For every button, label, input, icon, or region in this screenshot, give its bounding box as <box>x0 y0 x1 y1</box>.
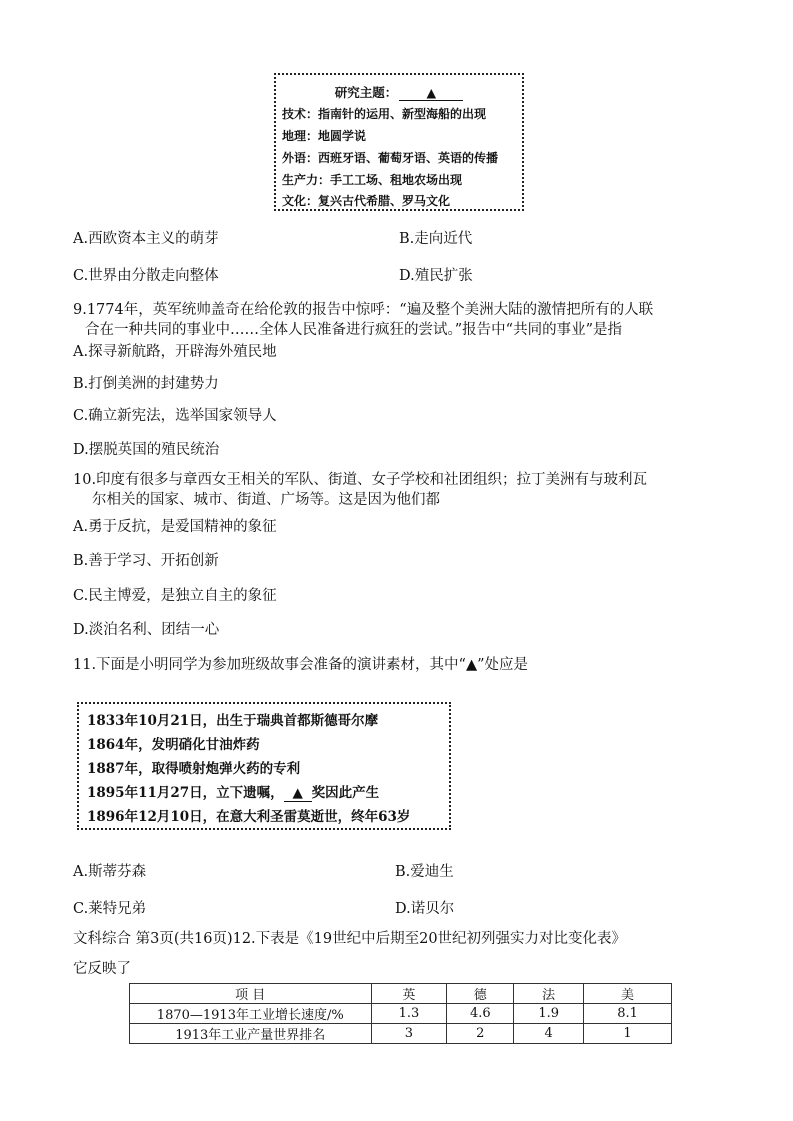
timeline-row-1864: 1864年，发明硝化甘油炸药 <box>87 737 260 753</box>
q10-stem-line2: 尔相关的国家、城市、街道、广场等。这是因为他们都 <box>92 492 440 508</box>
table-header: 美 <box>584 984 672 1004</box>
table-cell: 3 <box>371 1024 447 1044</box>
q9-option-c[interactable]: C.确立新宪法，选举国家领导人 <box>73 408 277 424</box>
table-header: 项 目 <box>130 984 372 1004</box>
q8-option-b[interactable]: B.走向近代 <box>399 231 473 247</box>
q9-stem-line2: 合在一种共同的事业中……全体人民准备进行疯狂的尝试。”报告中“共同的事业”是指 <box>85 322 622 338</box>
q8-option-a[interactable]: A.西欧资本主义的萌芽 <box>73 231 219 247</box>
theme-row-productivity: 生产力：手工工场、租地农场出现 <box>282 173 463 187</box>
table-cell: 2 <box>447 1024 514 1044</box>
q8-option-d[interactable]: D.殖民扩张 <box>399 268 473 284</box>
table-cell: 1.3 <box>371 1004 447 1024</box>
table-header-row <box>130 984 672 1004</box>
table-cell: 4.6 <box>447 1004 514 1024</box>
q11-stem: 11.下面是小明同学为参加班级故事会准备的演讲素材，其中“▲”处应是 <box>73 657 529 673</box>
timeline-row-1887: 1887年，取得喷射炮弹火药的专利 <box>87 761 301 777</box>
table-cell: 1870—1913年工业增长速度/% <box>130 1004 372 1024</box>
q10-stem-line1: 10.印度有很多与章西女王相关的军队、街道、女子学校和社团组织；拉丁美洲有与玻利瓦 <box>73 472 648 488</box>
answer-blank: ▲ <box>284 785 312 802</box>
table-cell: 8.1 <box>584 1004 672 1024</box>
q10-option-d[interactable]: D.淡泊名利、团结一心 <box>73 622 220 638</box>
nobel-timeline-box <box>77 702 451 830</box>
q9-stem-line1: 9.1774年，英军统帅盖奇在给伦敦的报告中惊呼：“遍及整个美洲大陆的激情把所有的人联 <box>73 302 654 318</box>
q10-option-b[interactable]: B.善于学习、开拓创新 <box>73 553 219 569</box>
q11-option-b[interactable]: B.爱迪生 <box>395 864 454 880</box>
q9-option-d[interactable]: D.摆脱英国的殖民统治 <box>73 442 220 458</box>
table-cell: 1 <box>584 1024 672 1044</box>
q10-option-c[interactable]: C.民主博爱，是独立自主的象征 <box>73 588 277 604</box>
q9-option-a[interactable]: A.探寻新航路，开辟海外殖民地 <box>73 344 277 360</box>
theme-row-geography: 地理：地圆学说 <box>282 129 367 143</box>
theme-row-language: 外语：西班牙语、葡萄牙语、英语的传播 <box>282 151 499 165</box>
q11-option-c[interactable]: C.莱特兄弟 <box>73 901 147 917</box>
q11-option-a[interactable]: A.斯蒂芬森 <box>73 864 147 880</box>
q11-option-d[interactable]: D.诺贝尔 <box>395 901 455 917</box>
answer-blank: ▲ <box>399 85 463 101</box>
research-theme-title: 研究主题： ▲ <box>276 83 522 101</box>
research-theme-box <box>274 73 524 211</box>
table-header: 英 <box>371 984 447 1004</box>
theme-row-culture: 文化：复兴古代希腊、罗马文化 <box>282 194 451 208</box>
table-row <box>130 1004 672 1024</box>
q12-stem-line1: 文科综合 第3页(共16页)12.下表是《19世纪中后期至20世纪初列强实力对比变化表》 <box>73 931 627 947</box>
power-comparison-table <box>129 983 672 1044</box>
table-cell: 4 <box>514 1024 584 1044</box>
table-cell: 1913年工业产量世界排名 <box>130 1024 372 1044</box>
q12-stem-line2: 它反映了 <box>73 961 131 977</box>
table-header: 法 <box>514 984 584 1004</box>
table-cell: 1.9 <box>514 1004 584 1024</box>
table-header: 德 <box>447 984 514 1004</box>
timeline-row-1833: 1833年10月21日，出生于瑞典首都斯德哥尔摩 <box>87 713 379 729</box>
timeline-row-1895: 1895年11月27日，立下遗嘱， ▲ 奖因此产生 <box>87 785 380 801</box>
q10-option-a[interactable]: A.勇于反抗，是爱国精神的象征 <box>73 519 277 535</box>
timeline-row-1896: 1896年12月10日，在意大利圣雷莫逝世，终年63岁 <box>87 809 411 825</box>
theme-row-technology: 技术：指南针的运用、新型海船的出现 <box>282 107 487 121</box>
table-row <box>130 1024 672 1044</box>
q9-option-b[interactable]: B.打倒美洲的封建势力 <box>73 376 219 392</box>
q8-option-c[interactable]: C.世界由分散走向整体 <box>73 268 219 284</box>
